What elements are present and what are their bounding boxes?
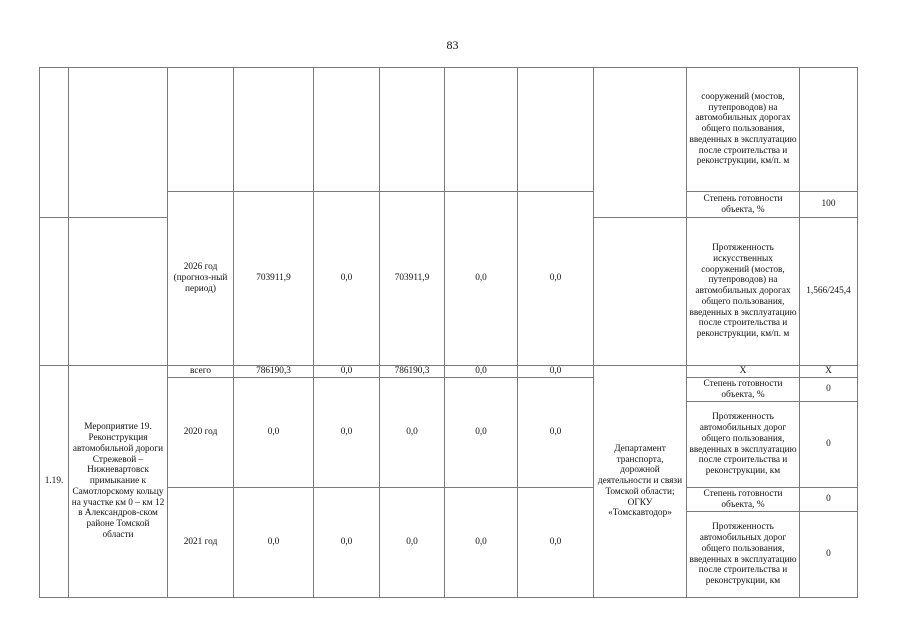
- cell-total: 0,0: [234, 378, 314, 488]
- cell-reg: 786190,3: [380, 366, 445, 378]
- cell-value: 0: [800, 378, 858, 402]
- cell-total: 0,0: [234, 488, 314, 598]
- cell-name-empty: [69, 218, 168, 366]
- cell-total: 786190,3: [234, 366, 314, 378]
- cell-value-empty: [800, 68, 858, 192]
- cell-name-empty: [69, 68, 168, 218]
- cell-period: всего: [168, 366, 234, 378]
- cell-local: 0,0: [445, 488, 518, 598]
- cell-fed: 0,0: [314, 192, 380, 366]
- cell-fed-empty: [314, 68, 380, 192]
- cell-fed: 0,0: [314, 378, 380, 488]
- cell-value: 100: [800, 192, 858, 218]
- cell-indicator: Протяженность автомобильных дорог общего пользования, введенных в эксплуатацию после строительства и реконструкции, км: [687, 402, 800, 488]
- cell-executor-empty: [594, 68, 687, 218]
- cell-value: 1,566/245,4: [800, 218, 858, 366]
- cell-other: 0,0: [518, 366, 594, 378]
- table-row: [40, 68, 858, 192]
- cell-total: 703911,9: [234, 192, 314, 366]
- cell-executor-empty: [594, 218, 687, 366]
- cell-total-empty: [234, 68, 314, 192]
- cell-indicator-cont: сооружений (мостов, путепроводов) на автомобильных дорогах общего пользования, введенных в эксплуатацию после строительства и реконструкции, км/п. м: [687, 68, 800, 192]
- cell-period: 2020 год: [168, 378, 234, 488]
- cell-other: 0,0: [518, 192, 594, 366]
- cell-value: 0: [800, 512, 858, 598]
- cell-local: 0,0: [445, 378, 518, 488]
- cell-indicator: Протяженность автомобильных дорог общего пользования, введенных в эксплуатацию после строительства и реконструкции, км: [687, 512, 800, 598]
- cell-indicator: Степень готовности объекта, %: [687, 378, 800, 402]
- program-table: [39, 67, 858, 598]
- cell-local: 0,0: [445, 192, 518, 366]
- cell-num-empty: [40, 68, 69, 218]
- cell-period: 2026 год (прогноз-ный период): [168, 192, 234, 366]
- cell-executor: Департамент транспорта, дорожной деятельности и связи Томской области; ОГКУ «Томскавтодор»: [594, 366, 687, 598]
- cell-value: 0: [800, 402, 858, 488]
- cell-other-empty: [518, 68, 594, 192]
- cell-indicator: Степень готовности объекта, %: [687, 488, 800, 512]
- cell-reg-empty: [380, 68, 445, 192]
- cell-indicator: Протяженность искусственных сооружений (мостов, путепроводов) на автомобильных дорогах общего пользования, введенных в эксплуатацию после строительства и реконструкции, км/п. м: [687, 218, 800, 366]
- cell-fed: 0,0: [314, 488, 380, 598]
- cell-reg: 703911,9: [380, 192, 445, 366]
- cell-period: 2021 год: [168, 488, 234, 598]
- table-row: [40, 366, 858, 378]
- page-number: 83: [446, 38, 459, 52]
- cell-item-name: Мероприятие 19. Реконструкция автомобильной дороги Стрежевой – Нижневартовск примыкание к Самотлорскому кольцу на участке км 0 – км 12 в Александров-ском районе Томской области: [69, 366, 168, 598]
- cell-reg: 0,0: [380, 488, 445, 598]
- cell-num-empty: [40, 218, 69, 366]
- cell-local-empty: [445, 68, 518, 192]
- cell-value: 0: [800, 488, 858, 512]
- cell-other: 0,0: [518, 378, 594, 488]
- cell-period-empty: [168, 68, 234, 192]
- cell-local: 0,0: [445, 366, 518, 378]
- cell-item-number: 1.19.: [40, 366, 69, 598]
- cell-value: X: [800, 366, 858, 378]
- cell-fed: 0,0: [314, 366, 380, 378]
- cell-indicator: X: [687, 366, 800, 378]
- cell-indicator: Степень готовности объекта, %: [687, 192, 800, 218]
- cell-other: 0,0: [518, 488, 594, 598]
- cell-reg: 0,0: [380, 378, 445, 488]
